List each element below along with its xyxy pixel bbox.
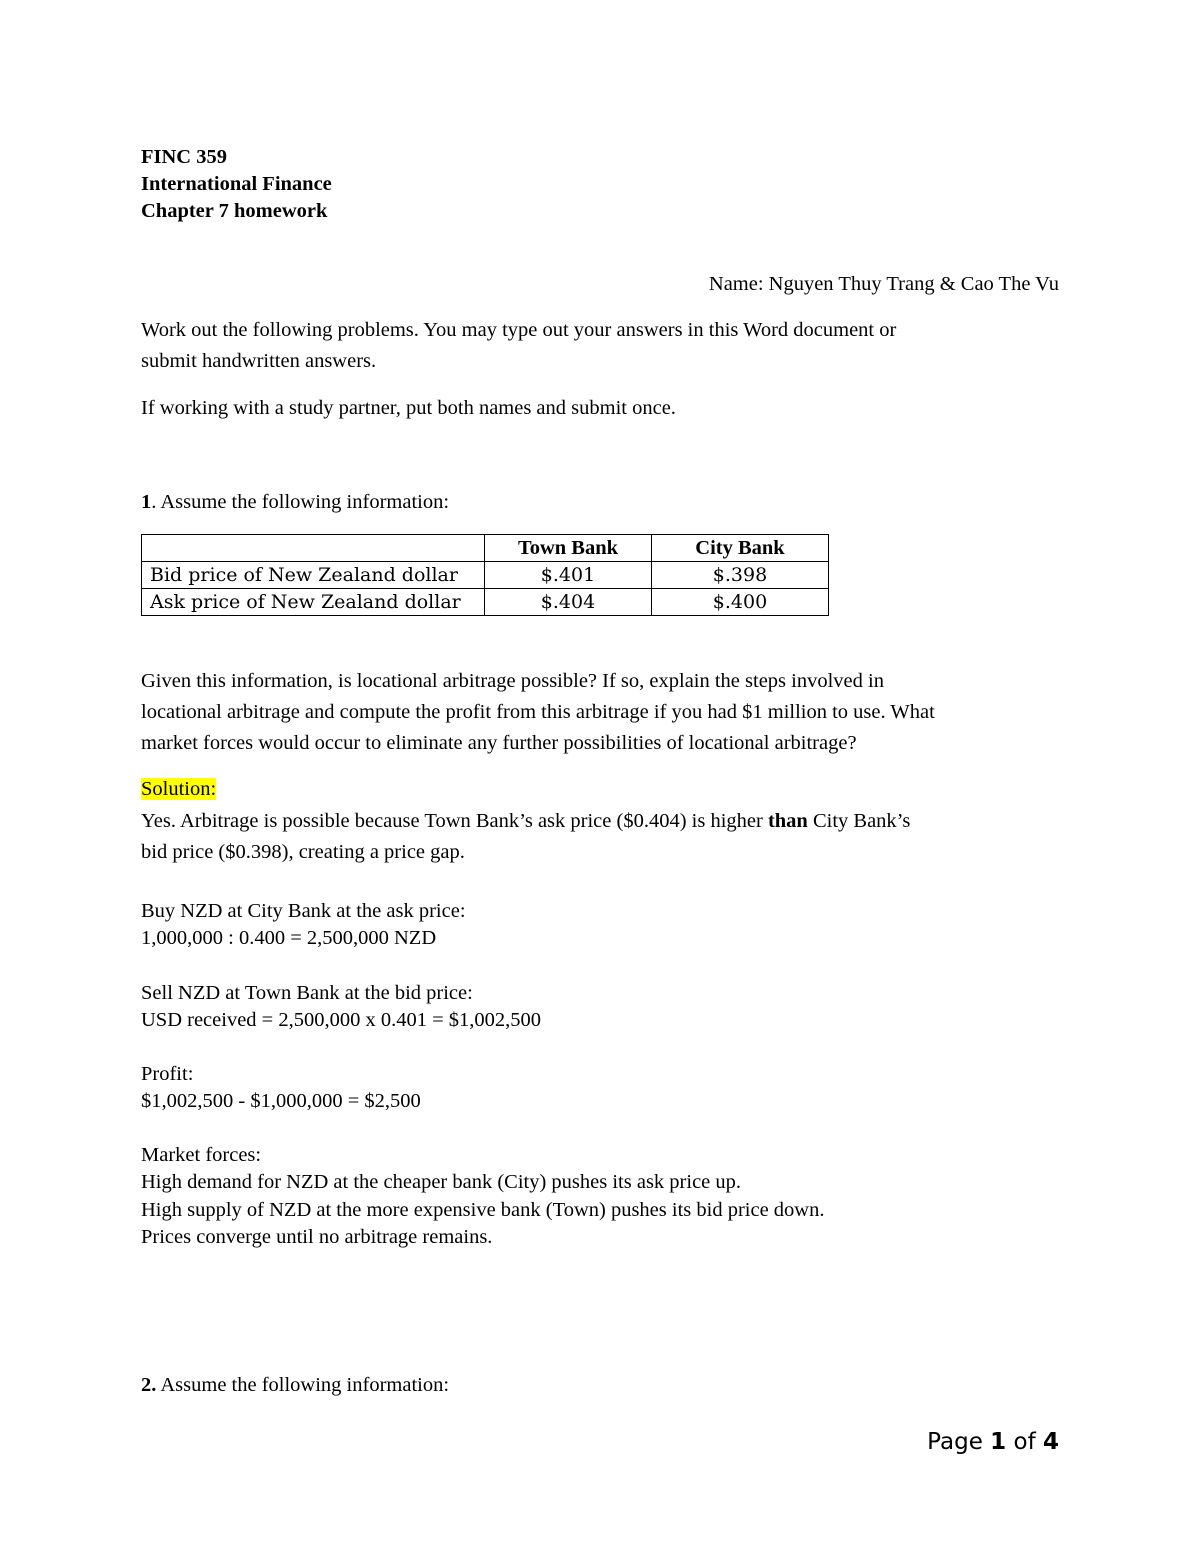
question-2-intro: Assume the following information: <box>156 1374 450 1396</box>
profit-title: Profit: <box>141 1063 194 1085</box>
page-number-footer <box>927 1428 1059 1456</box>
solution-text: City Bank’s <box>807 810 911 832</box>
student-names: Name: Nguyen Thuy Trang & Cao The Vu <box>708 273 1059 295</box>
footer-of-word: of <box>1006 1429 1043 1455</box>
solution-bold-word: than <box>767 810 808 832</box>
question-2-heading <box>141 1373 449 1397</box>
table-header-empty <box>142 535 485 562</box>
question-1-intro: . Assume the following information: <box>151 491 450 513</box>
question-1-number: 1 <box>141 491 152 513</box>
course-title: International Finance <box>141 173 332 195</box>
town-bank-bid: $.401 <box>485 562 652 589</box>
table-header-town-bank: Town Bank <box>485 535 652 562</box>
market-forces-line-3: Prices converge until no arbitrage remains. <box>141 1226 493 1248</box>
profit-calc: $1,002,500 - $1,000,000 = $2,500 <box>141 1090 421 1112</box>
footer-total-pages: 4 <box>1042 1429 1059 1455</box>
instructions-line-1: Work out the following problems. You may type out your answers in this Word document or <box>141 319 897 341</box>
course-code: FINC 359 <box>141 146 227 168</box>
footer-page-word: Page <box>927 1429 991 1455</box>
table-row <box>142 562 829 589</box>
market-forces-line-1: High demand for NZD at the cheaper bank (City) pushes its ask price up. <box>141 1171 742 1193</box>
solution-line-2: bid price ($0.398), creating a price gap. <box>141 841 465 863</box>
city-bank-ask: $.400 <box>652 589 829 616</box>
question-1-line-1: Given this information, is locational arbitrage possible? If so, explain the steps involved in <box>141 670 884 692</box>
question-1-line-3: market forces would occur to eliminate any further possibilities of locational arbitrage? <box>141 732 857 754</box>
table-row <box>142 589 829 616</box>
sell-step-calc: USD received = 2,500,000 x 0.401 = $1,002,500 <box>141 1009 542 1031</box>
town-bank-ask: $.404 <box>485 589 652 616</box>
buy-step-calc: 1,000,000 : 0.400 = 2,500,000 NZD <box>141 927 437 949</box>
question-1-heading <box>141 490 449 514</box>
solution-label <box>141 777 216 801</box>
buy-step-title: Buy NZD at City Bank at the ask price: <box>141 900 466 922</box>
table-header-city-bank: City Bank <box>652 535 829 562</box>
assignment-title: Chapter 7 homework <box>141 200 328 222</box>
table-header-row <box>142 535 829 562</box>
solution-highlight: Solution: <box>141 778 217 800</box>
row-label: Ask price of New Zealand dollar <box>142 589 485 616</box>
footer-current-page: 1 <box>990 1429 1007 1455</box>
market-forces-title: Market forces: <box>141 1144 262 1166</box>
city-bank-bid: $.398 <box>652 562 829 589</box>
question-1-line-2: locational arbitrage and compute the profit from this arbitrage if you had $1 million to use. What <box>141 701 935 723</box>
instructions-line-2: submit handwritten answers. <box>141 350 377 372</box>
solution-line-1 <box>141 809 910 833</box>
market-forces-line-2: High supply of NZD at the more expensive bank (Town) pushes its bid price down. <box>141 1199 825 1221</box>
exchange-rate-table <box>141 534 829 616</box>
question-2-number: 2. <box>141 1374 157 1396</box>
instructions-line-3: If working with a study partner, put both names and submit once. <box>141 397 676 419</box>
sell-step-title: Sell NZD at Town Bank at the bid price: <box>141 982 473 1004</box>
solution-text: Yes. Arbitrage is possible because Town Bank’s ask price ($0.404) is higher <box>141 810 768 832</box>
row-label: Bid price of New Zealand dollar <box>142 562 485 589</box>
